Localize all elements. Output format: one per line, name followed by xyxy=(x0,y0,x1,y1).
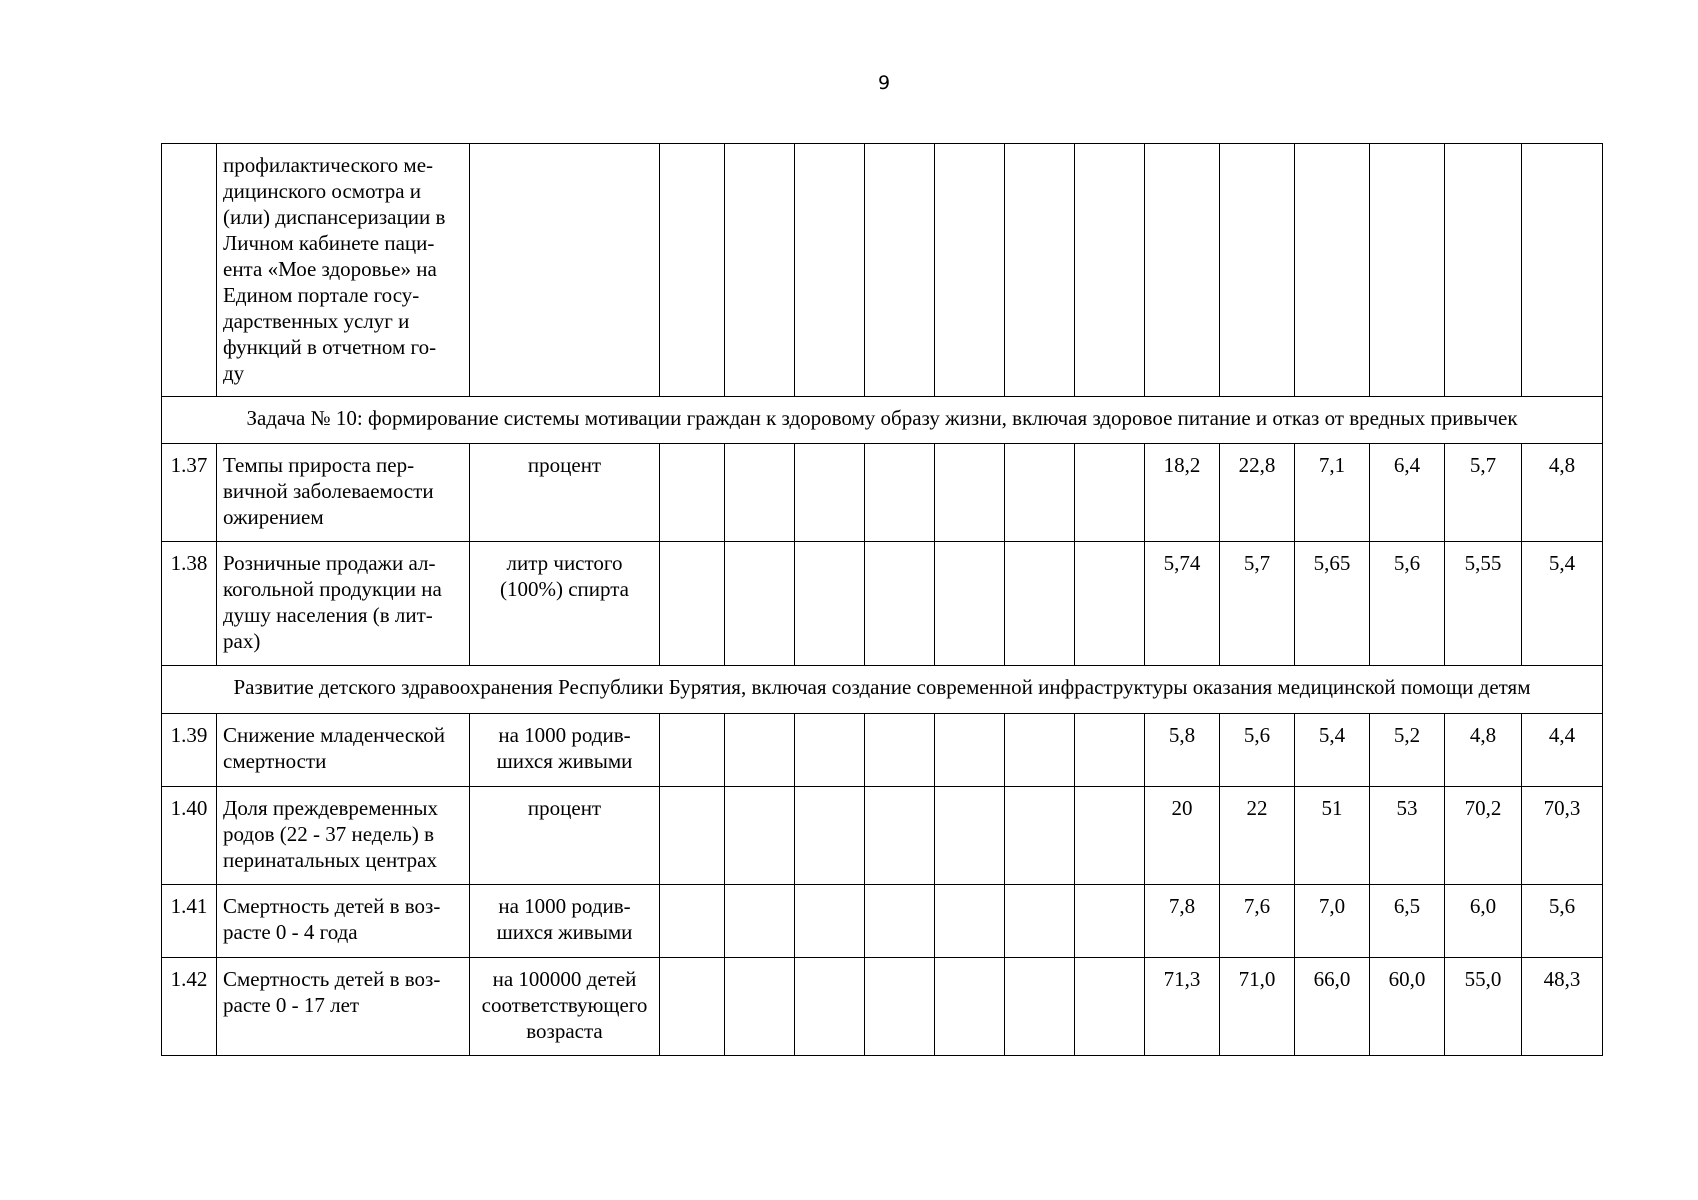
empty-cell xyxy=(935,958,1005,1056)
empty-cell xyxy=(1075,714,1145,787)
empty-cell xyxy=(935,714,1005,787)
empty-cell xyxy=(935,885,1005,958)
empty-cell xyxy=(660,714,725,787)
value-cell: 6,4 xyxy=(1370,444,1445,542)
section-heading: Задача № 10: формирование системы мотивации граждан к здоровому образу жизни, включая здоровое питание и отказ от вредных привычек xyxy=(162,397,1603,444)
empty-cell xyxy=(935,787,1005,885)
value-cell: 48,3 xyxy=(1522,958,1603,1056)
empty-cell xyxy=(1005,714,1075,787)
empty-cell xyxy=(795,787,865,885)
empty-cell xyxy=(1075,885,1145,958)
empty-cell xyxy=(1005,444,1075,542)
empty-cell xyxy=(865,885,935,958)
indicators-table xyxy=(161,143,1603,1056)
row-number-cell: 1.41 xyxy=(162,885,217,958)
empty-cell xyxy=(1005,542,1075,666)
empty-cell xyxy=(660,444,725,542)
row-number-cell xyxy=(162,144,217,397)
empty-cell xyxy=(725,714,795,787)
table-row xyxy=(162,542,1603,666)
indicator-name-cell: Темпы прироста пер- вичной заболеваемости ожирением xyxy=(217,444,470,542)
empty-cell xyxy=(1145,144,1220,397)
empty-cell xyxy=(1005,144,1075,397)
value-cell: 5,7 xyxy=(1445,444,1522,542)
empty-cell xyxy=(795,714,865,787)
unit-cell: на 1000 родив- шихся живыми xyxy=(470,885,660,958)
row-number-cell: 1.38 xyxy=(162,542,217,666)
value-cell: 7,8 xyxy=(1145,885,1220,958)
empty-cell xyxy=(1075,542,1145,666)
empty-cell xyxy=(795,144,865,397)
value-cell: 7,6 xyxy=(1220,885,1295,958)
indicator-name-cell: профилактического ме- дицинского осмотра и (или) диспансеризации в Личном кабинете паци- ента «Мое здоровье» на Едином портале госу- дарственных услуг и функций в отчетном го- ду xyxy=(217,144,470,397)
value-cell: 5,2 xyxy=(1370,714,1445,787)
value-cell: 6,5 xyxy=(1370,885,1445,958)
unit-cell: литр чистого (100%) спирта xyxy=(470,542,660,666)
empty-cell xyxy=(935,144,1005,397)
empty-cell xyxy=(865,542,935,666)
empty-cell xyxy=(1075,787,1145,885)
empty-cell xyxy=(865,958,935,1056)
value-cell: 20 xyxy=(1145,787,1220,885)
unit-cell: на 100000 детей соответствующего возраста xyxy=(470,958,660,1056)
empty-cell xyxy=(1075,444,1145,542)
empty-cell xyxy=(865,144,935,397)
empty-cell xyxy=(935,444,1005,542)
value-cell: 22 xyxy=(1220,787,1295,885)
row-number-cell: 1.39 xyxy=(162,714,217,787)
empty-cell xyxy=(865,787,935,885)
value-cell: 5,74 xyxy=(1145,542,1220,666)
empty-cell xyxy=(1522,144,1603,397)
row-number-cell: 1.40 xyxy=(162,787,217,885)
value-cell: 5,4 xyxy=(1295,714,1370,787)
value-cell: 5,8 xyxy=(1145,714,1220,787)
section-heading: Развитие детского здравоохранения Республики Бурятия, включая создание современной инфраструктуры оказания медицинской помощи детям xyxy=(162,666,1603,714)
empty-cell xyxy=(725,958,795,1056)
empty-cell xyxy=(1005,885,1075,958)
empty-cell xyxy=(1220,144,1295,397)
indicator-name-cell: Розничные продажи ал- когольной продукции на душу населения (в лит- рах) xyxy=(217,542,470,666)
section-row-task10 xyxy=(162,397,1603,444)
empty-cell xyxy=(1005,958,1075,1056)
empty-cell xyxy=(660,885,725,958)
unit-cell xyxy=(470,144,660,397)
table-row xyxy=(162,444,1603,542)
indicator-name-cell: Смертность детей в воз- расте 0 - 17 лет xyxy=(217,958,470,1056)
table-row-continuation xyxy=(162,144,1603,397)
value-cell: 71,0 xyxy=(1220,958,1295,1056)
empty-cell xyxy=(1445,144,1522,397)
empty-cell xyxy=(865,444,935,542)
value-cell: 4,8 xyxy=(1445,714,1522,787)
value-cell: 55,0 xyxy=(1445,958,1522,1056)
table-row xyxy=(162,787,1603,885)
unit-cell: процент xyxy=(470,787,660,885)
value-cell: 4,8 xyxy=(1522,444,1603,542)
value-cell: 5,6 xyxy=(1370,542,1445,666)
empty-cell xyxy=(725,542,795,666)
unit-cell: на 1000 родив- шихся живыми xyxy=(470,714,660,787)
empty-cell xyxy=(795,542,865,666)
indicator-name-cell: Смертность детей в воз- расте 0 - 4 года xyxy=(217,885,470,958)
empty-cell xyxy=(1075,958,1145,1056)
value-cell: 5,55 xyxy=(1445,542,1522,666)
row-number-cell: 1.37 xyxy=(162,444,217,542)
empty-cell xyxy=(725,885,795,958)
value-cell: 70,3 xyxy=(1522,787,1603,885)
empty-cell xyxy=(1075,144,1145,397)
table-row xyxy=(162,714,1603,787)
empty-cell xyxy=(660,787,725,885)
value-cell: 5,7 xyxy=(1220,542,1295,666)
empty-cell xyxy=(725,144,795,397)
page-number: 9 xyxy=(877,72,891,94)
value-cell: 53 xyxy=(1370,787,1445,885)
empty-cell xyxy=(795,444,865,542)
value-cell: 4,4 xyxy=(1522,714,1603,787)
value-cell: 18,2 xyxy=(1145,444,1220,542)
value-cell: 51 xyxy=(1295,787,1370,885)
value-cell: 22,8 xyxy=(1220,444,1295,542)
value-cell: 5,6 xyxy=(1220,714,1295,787)
value-cell: 7,1 xyxy=(1295,444,1370,542)
empty-cell xyxy=(725,444,795,542)
empty-cell xyxy=(725,787,795,885)
value-cell: 5,65 xyxy=(1295,542,1370,666)
row-number-cell: 1.42 xyxy=(162,958,217,1056)
value-cell: 70,2 xyxy=(1445,787,1522,885)
empty-cell xyxy=(1005,787,1075,885)
indicator-name-cell: Снижение младенческой смертности xyxy=(217,714,470,787)
unit-cell: процент xyxy=(470,444,660,542)
empty-cell xyxy=(1370,144,1445,397)
value-cell: 60,0 xyxy=(1370,958,1445,1056)
empty-cell xyxy=(660,958,725,1056)
table-row xyxy=(162,958,1603,1056)
empty-cell xyxy=(795,885,865,958)
value-cell: 6,0 xyxy=(1445,885,1522,958)
value-cell: 7,0 xyxy=(1295,885,1370,958)
indicator-name-cell: Доля преждевременных родов (22 - 37 недель) в перинатальных центрах xyxy=(217,787,470,885)
empty-cell xyxy=(1295,144,1370,397)
value-cell: 71,3 xyxy=(1145,958,1220,1056)
empty-cell xyxy=(865,714,935,787)
empty-cell xyxy=(660,144,725,397)
table-row xyxy=(162,885,1603,958)
empty-cell xyxy=(660,542,725,666)
value-cell: 66,0 xyxy=(1295,958,1370,1056)
section-row-children xyxy=(162,666,1603,714)
value-cell: 5,4 xyxy=(1522,542,1603,666)
value-cell: 5,6 xyxy=(1522,885,1603,958)
empty-cell xyxy=(935,542,1005,666)
empty-cell xyxy=(795,958,865,1056)
